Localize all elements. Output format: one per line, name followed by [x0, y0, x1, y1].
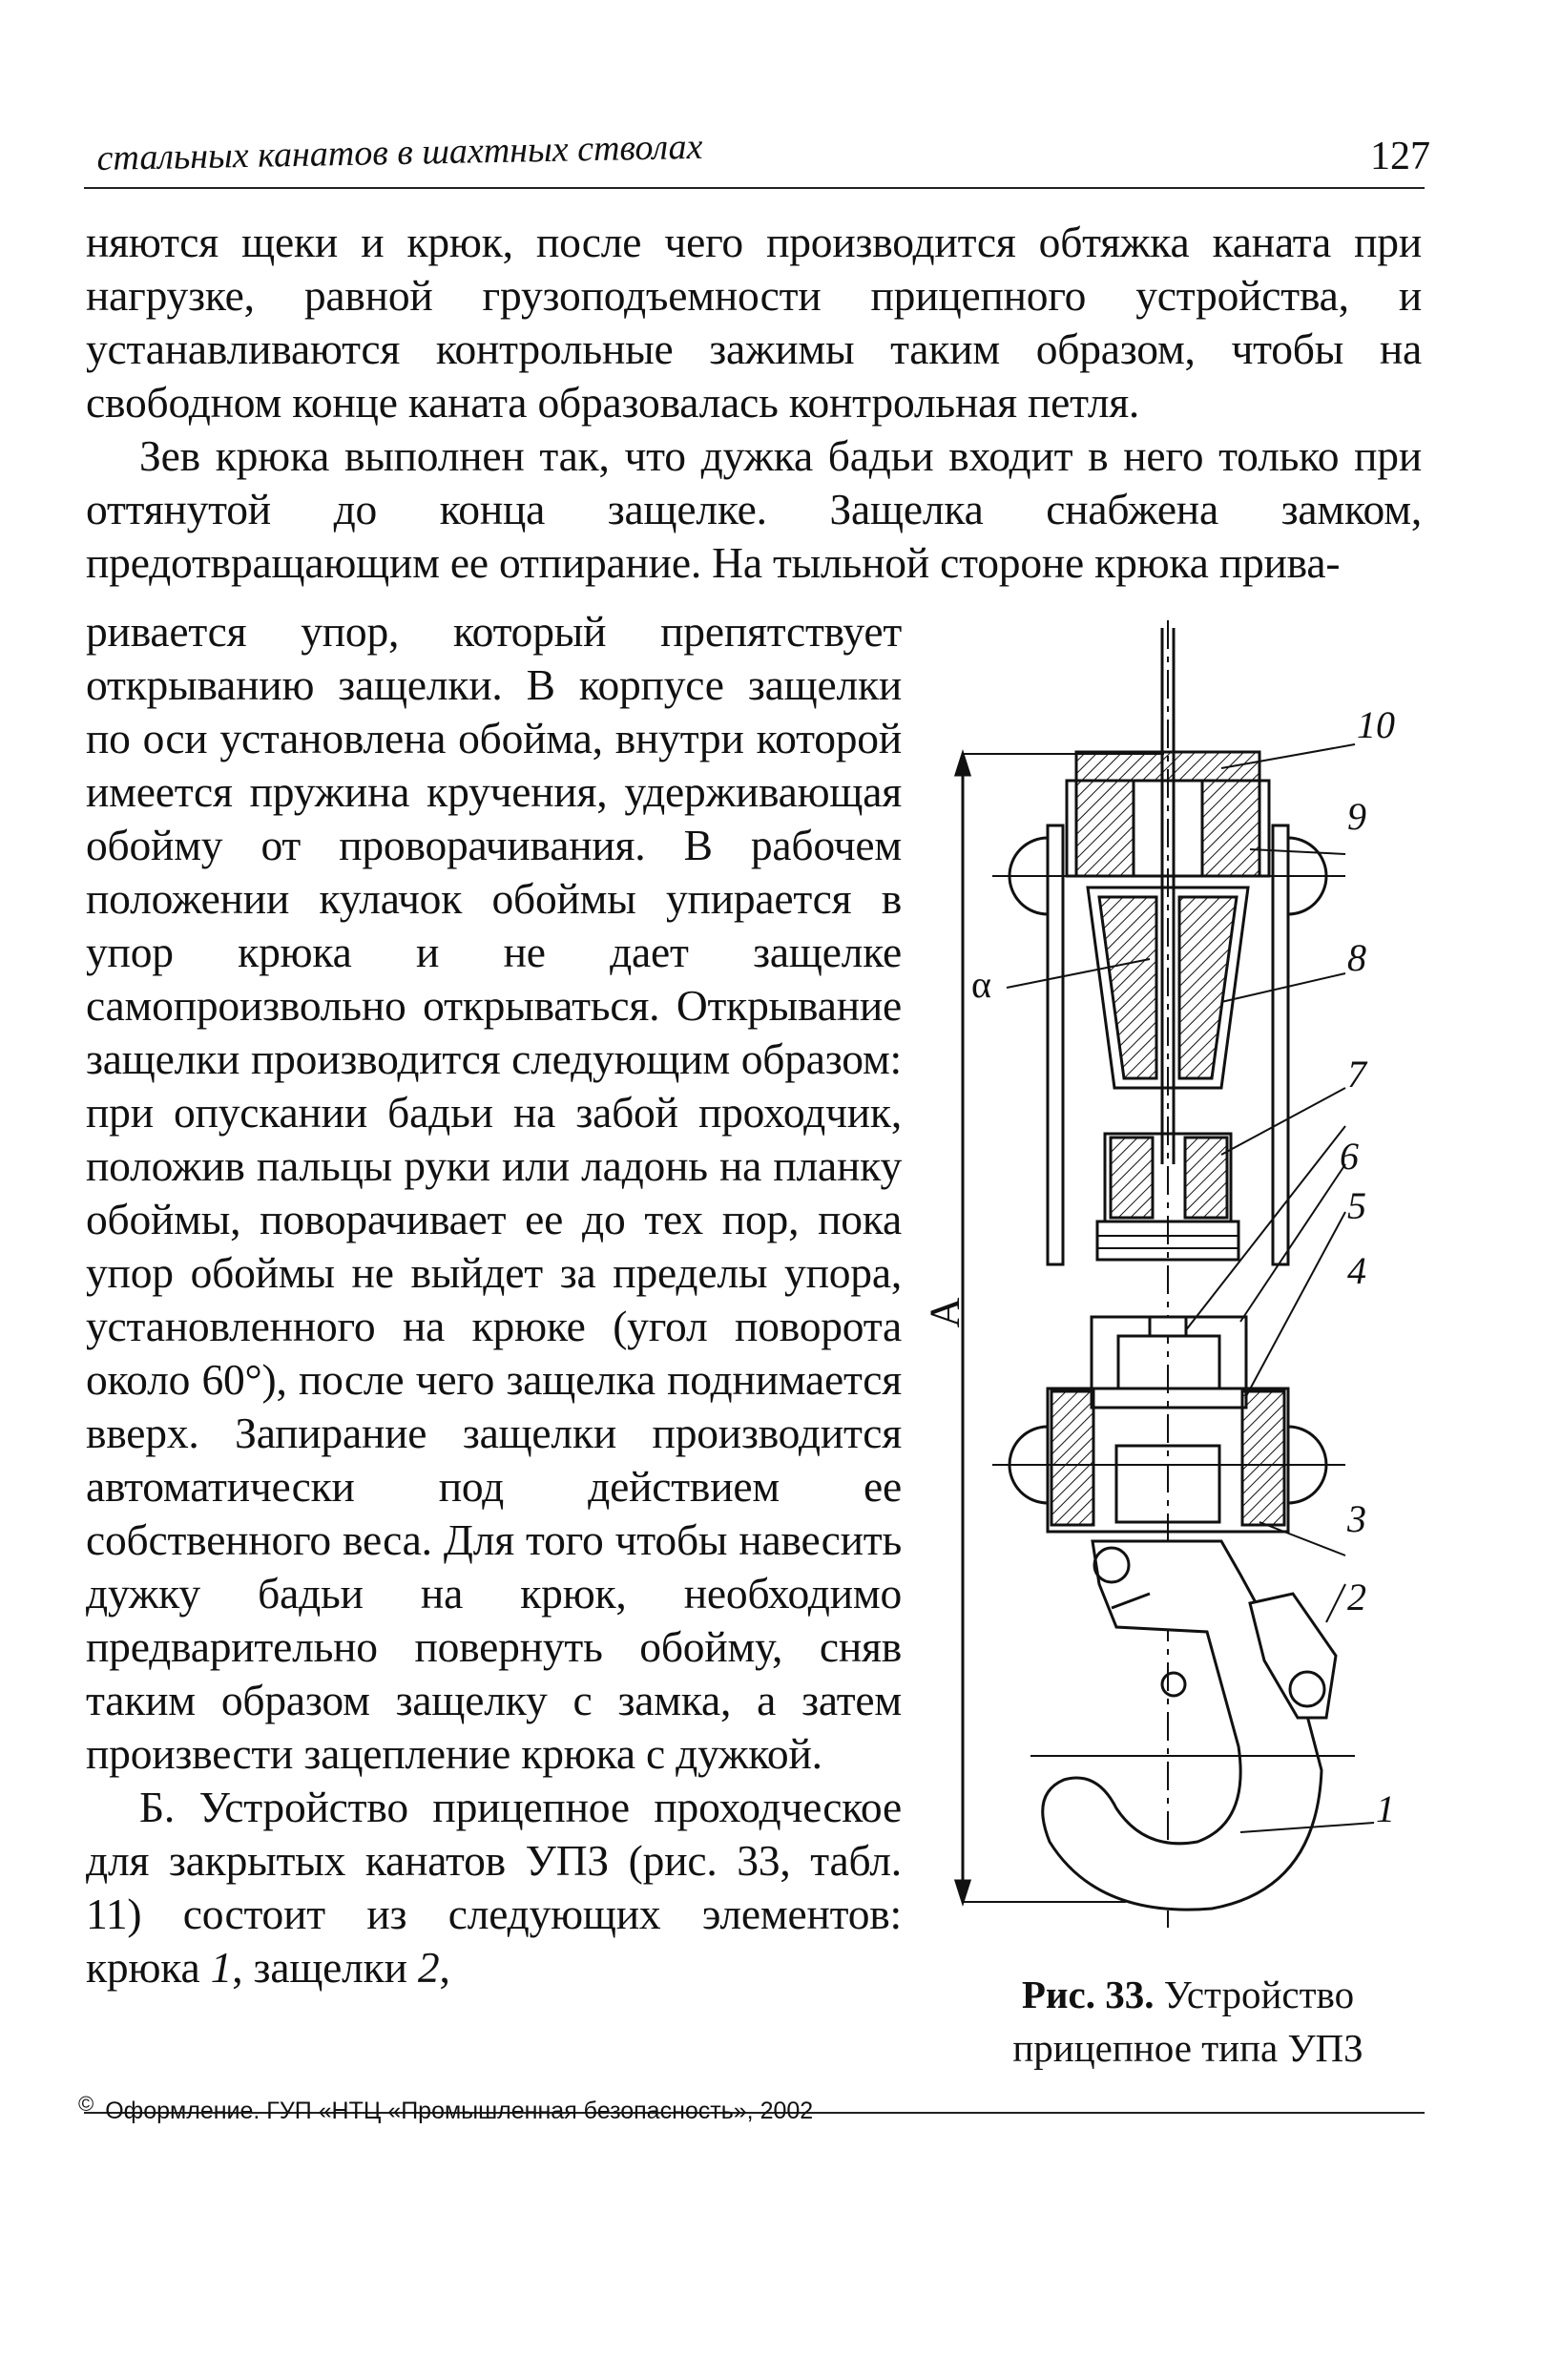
paragraph-3: [86, 1781, 902, 1994]
callout-8: 8: [1347, 936, 1366, 979]
running-head: [84, 126, 1430, 193]
copyright-mark: ©: [78, 2092, 94, 2116]
narrow-column-text: [86, 605, 902, 1994]
header-rule: [84, 187, 1425, 189]
angle-alpha-label: α: [971, 963, 991, 1006]
running-title: стальных канатов в шахтных стволах: [96, 126, 703, 179]
paragraph-3-text-c: ,: [439, 1943, 450, 1992]
caption-number: Рис. 33.: [1021, 1973, 1155, 2016]
callout-4: 4: [1347, 1249, 1366, 1292]
part-ref-1: 1: [210, 1943, 233, 1992]
full-width-text: [86, 216, 1422, 590]
figure-upz-hitch: [921, 611, 1431, 2080]
figure-caption: [940, 1968, 1436, 2075]
dimension-a-label: А: [921, 1297, 968, 1328]
footer-text: Оформление. ГУП «НТЦ «Промышленная безопасность», 2002: [105, 2098, 814, 2124]
callout-6: 6: [1340, 1135, 1359, 1178]
footer-note: [78, 2092, 814, 2125]
caption-text: Устройство прицепное типа УПЗ: [1012, 1973, 1363, 2070]
paragraph-2-start: Зев крюка выполнен так, что дужка бадьи входит в него только при оттянутой до конца защелке. Защелка снабжена замком, предотвращающим ее отпирание. На тыльной стороне крюка прива-: [86, 431, 1422, 587]
callout-1: 1: [1376, 1787, 1395, 1830]
paragraph-3-text-a: Б. Устройство прицепное проходческое для закрытых канатов УПЗ (рис. 33, табл. 11) состоит из следующих элементов: крюка: [86, 1783, 902, 1992]
page-number: 127: [1370, 135, 1430, 178]
callout-5: 5: [1347, 1184, 1366, 1227]
callout-7: 7: [1347, 1053, 1366, 1096]
callout-3: 3: [1347, 1497, 1366, 1540]
paragraph-1: няются щеки и крюк, после чего производится обтяжка каната при нагрузке, равной грузоподъемности прицепного устройства, и устанавливаются контрольные зажимы таким образом, чтобы на свободном конце каната образовалась контрольная петля.: [86, 218, 1422, 427]
callout-10: 10: [1357, 703, 1395, 746]
paragraph-3-text-b: , защелки: [232, 1943, 418, 1992]
part-ref-2: 2: [417, 1943, 440, 1992]
callout-9: 9: [1347, 795, 1366, 838]
paragraph-2-continuation: ривается упор, который препятствует открыванию защелки. В корпусе защелки по оси установлена обойма, внутри которой имеется пружина кручения, удерживающая обойму от проворачивания. В рабочем положении кулачок обоймы упирается в упор крюка и не дает защелке самопроизвольно открываться. Открывание защелки производится следующим образом: при опускании бадьи на забой проходчик, положив пальцы руки или ладонь на планку обоймы, поворачивает ее до тех пор, пока упор обоймы не выйдет за пределы упора, установленного на крюке (угол поворота около 60°), после чего защелка поднимается вверх. Запирание защелки производится автоматически под действием ее собственного веса. Для того чтобы навесить дужку бадьи на крюк, необходимо предварительно повернуть обойму, сняв таким образом защелку с замка, а затем произвести зацепление крюка с дужкой.: [86, 607, 902, 1778]
callout-2: 2: [1347, 1576, 1366, 1618]
